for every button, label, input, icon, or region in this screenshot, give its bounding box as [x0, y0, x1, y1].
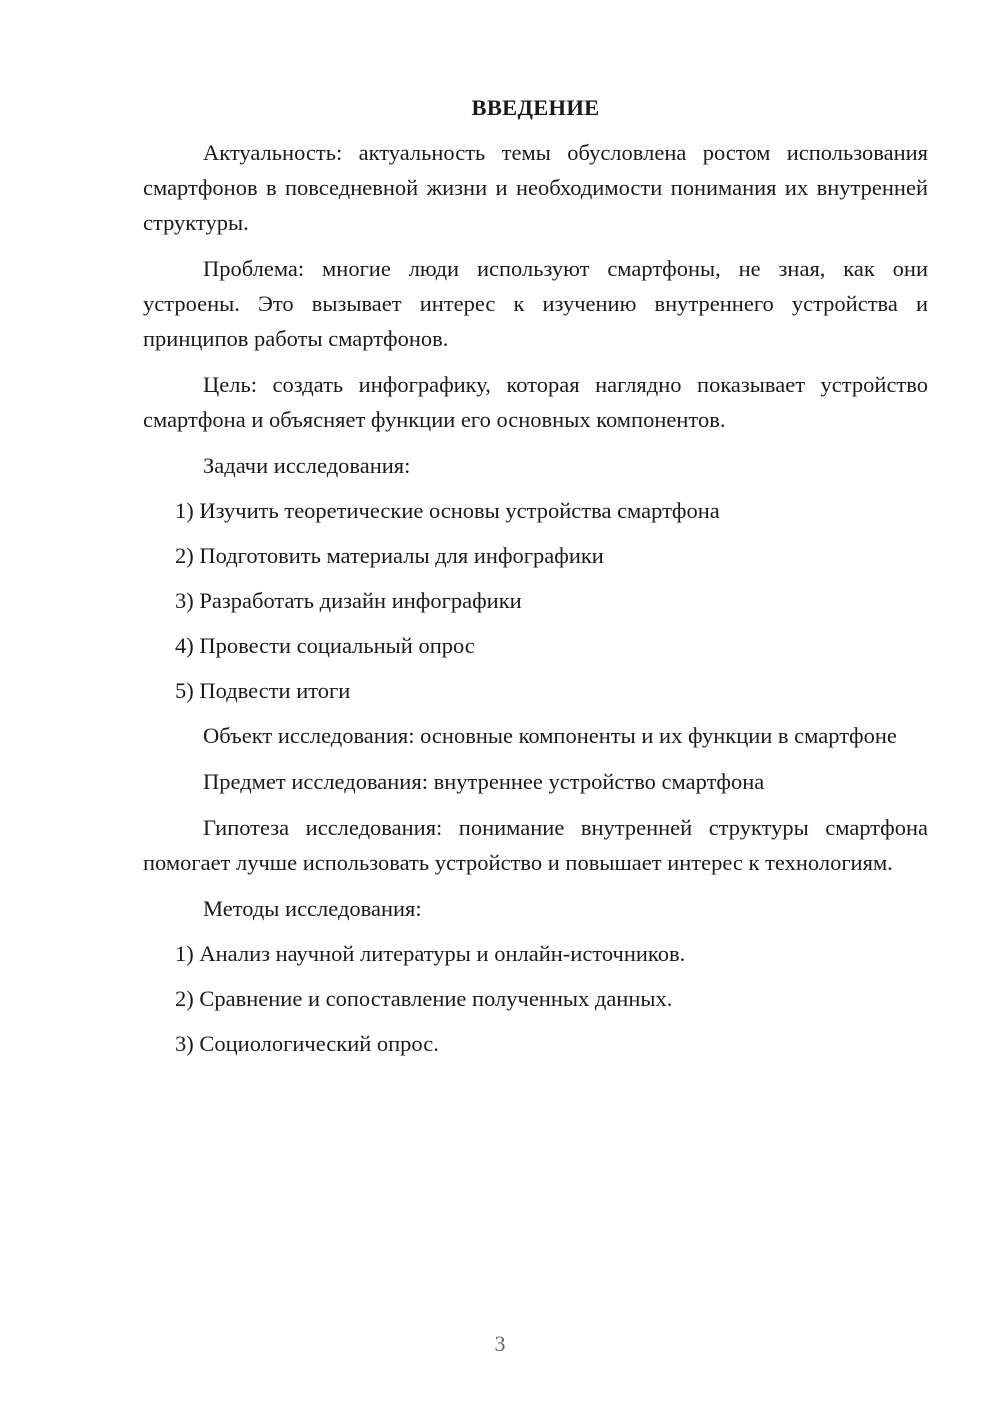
method-item-3: 3) Социологический опрос.: [175, 1031, 439, 1056]
task-item-4: 4) Провести социальный опрос: [175, 633, 475, 658]
tasks-list: [143, 493, 928, 708]
tasks-heading: Задачи исследования:: [203, 453, 411, 478]
method-item-1: 1) Анализ научной литературы и онлайн-источников.: [175, 941, 686, 966]
task-item-1: 1) Изучить теоретические основы устройства смартфона: [175, 498, 720, 523]
method-item-2: 2) Сравнение и сопоставление полученных данных.: [175, 986, 673, 1011]
task-item-3: 3) Разработать дизайн инфографики: [175, 588, 522, 613]
task-item-2: 2) Подготовить материалы для инфографики: [175, 543, 604, 568]
goal-paragraph: Цель: создать инфографику, которая наглядно показывает устройство смартфона и объясняет функции его основных компонентов.: [143, 372, 928, 432]
problem-paragraph: Проблема: многие люди используют смартфоны, не зная, как они устроены. Это вызывает интерес к изучению внутреннего устройства и принципов работы смартфонов.: [143, 256, 928, 351]
relevance-paragraph: Актуальность: актуальность темы обусловлена ростом использования смартфонов в повседневной жизни и необходимости понимания их внутренней структуры.: [143, 140, 928, 235]
task-item-5: 5) Подвести итоги: [175, 678, 351, 703]
document-page: [143, 90, 928, 1071]
methods-heading: Методы исследования:: [203, 896, 422, 921]
subject-paragraph: Предмет исследования: внутреннее устройство смартфона: [203, 769, 765, 794]
object-paragraph: Объект исследования: основные компоненты и их функции в смартфоне: [203, 723, 897, 748]
hypothesis-paragraph: Гипотеза исследования: понимание внутренней структуры смартфона помогает лучше использовать устройство и повышает интерес к технологиям.: [143, 815, 928, 875]
methods-list: [143, 936, 928, 1061]
page-number: 3: [494, 1331, 506, 1356]
section-title: ВВЕДЕНИЕ: [471, 95, 600, 120]
